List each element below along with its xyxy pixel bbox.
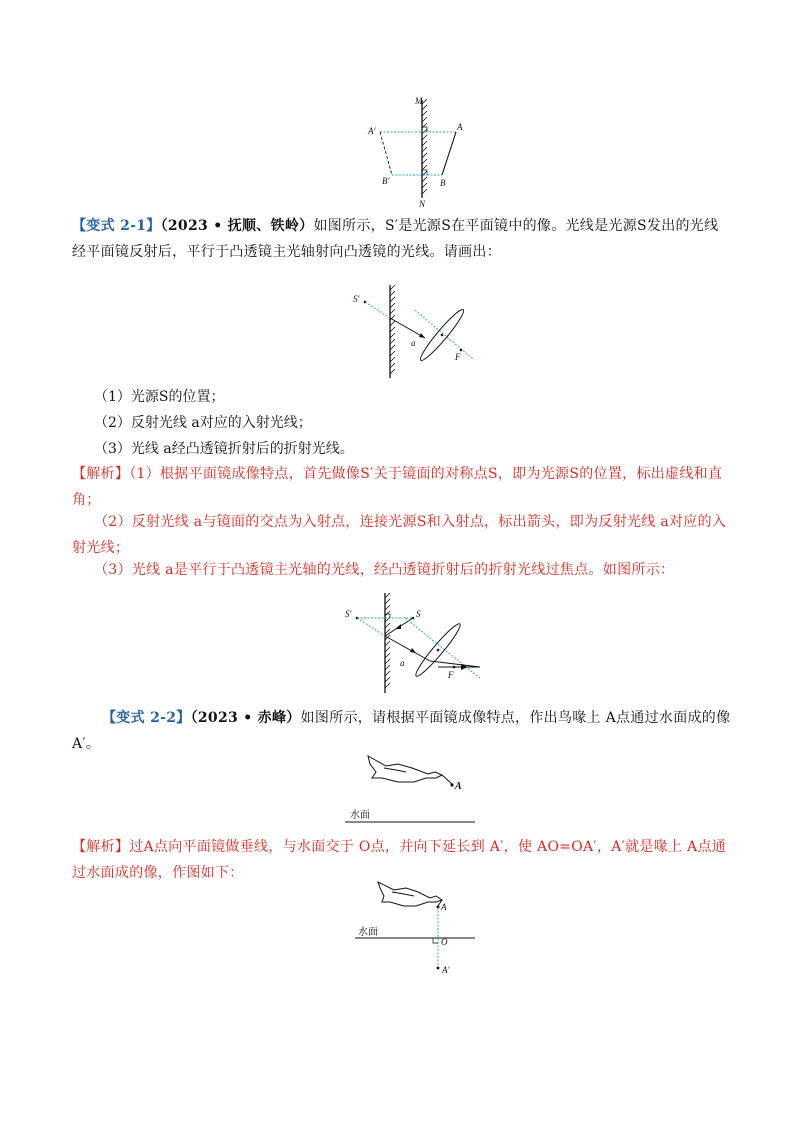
analysis-text: 过A点向平面镜做垂线，与水面交于 O点，并向下延长到 A′，使 AO=OA′，A′就是喙上 A点通过水面成的像，作图如下： bbox=[72, 839, 727, 881]
item-1: （1）光源S的位置； bbox=[94, 389, 225, 405]
figure-mirror-image bbox=[360, 90, 480, 210]
figure-mirror-lens-question bbox=[345, 280, 485, 380]
item-3: （3）光线 a经凸透镜折射后的折射光线。 bbox=[94, 441, 354, 457]
figure-bird-question bbox=[340, 752, 480, 828]
label-A: A bbox=[441, 902, 447, 912]
label-S: S bbox=[416, 609, 421, 619]
variant-source: （2023 • 赤峰） bbox=[190, 710, 301, 726]
figure-bird-answer bbox=[350, 878, 480, 978]
variant-tag: 【变式 2-2】 bbox=[102, 710, 191, 726]
analysis-text: （1）根据平面镜成像特点，首先做像S′关于镜面的对称点S，即为光源S的位置，标出虚线和直角； bbox=[72, 466, 723, 508]
bird-drawing bbox=[378, 882, 442, 906]
label-B: B bbox=[440, 178, 446, 188]
analysis-1-p2: （2）反射光线 a与镜面的交点为入射点，连接光源S和入射点，标出箭头，即为反射光线 a对应的入射光线； bbox=[72, 514, 727, 556]
variant-source: （2023 • 抚顺、铁岭） bbox=[160, 218, 314, 234]
analysis-1-p1 bbox=[72, 461, 732, 513]
label-F: F bbox=[448, 670, 454, 680]
label-N: N bbox=[419, 199, 426, 209]
analysis-tag: 【解析】 bbox=[72, 839, 130, 855]
analysis-tag: 【解析】 bbox=[72, 466, 130, 482]
label-a: a bbox=[400, 658, 405, 668]
variant-tag: 【变式 2-1】 bbox=[72, 218, 161, 234]
label-A: A bbox=[455, 781, 462, 792]
variant-2-2-question bbox=[72, 705, 732, 757]
label-M: M bbox=[415, 96, 423, 106]
label-a: a bbox=[411, 338, 416, 348]
variant-text: 如图所示，请根据平面镜成像特点，作出鸟喙上 A点通过水面成的像 A′。 bbox=[72, 710, 731, 752]
label-S-prime: S' bbox=[353, 294, 360, 304]
label-A: A bbox=[457, 122, 463, 132]
analysis-1-p3: （3）光线 a是平行于凸透镜主光轴的光线，经凸透镜折射后的折射光线过焦点。如图所示： bbox=[94, 562, 675, 578]
label-A-prime: A' bbox=[368, 126, 376, 136]
label-S-prime: S' bbox=[345, 609, 352, 619]
label-F: F bbox=[455, 352, 461, 362]
variant-text: 如图所示，S′是光源S在平面镜中的像。光线是光源S发出的光线经平面镜反射后，平行于凸透镜主光轴射向凸透镜的光线。请画出： bbox=[72, 218, 719, 260]
item-2: （2）反射光线 a对应的入射光线； bbox=[94, 415, 312, 431]
variant-2-1-question bbox=[72, 213, 732, 265]
bird-drawing bbox=[368, 756, 452, 784]
water-label: 水面 bbox=[358, 927, 378, 938]
label-B-prime: B' bbox=[382, 176, 390, 186]
figure-mirror-lens-answer bbox=[340, 588, 490, 698]
label-A-prime: A' bbox=[442, 965, 450, 975]
label-O: O bbox=[441, 937, 448, 947]
water-label: 水面 bbox=[350, 810, 370, 821]
